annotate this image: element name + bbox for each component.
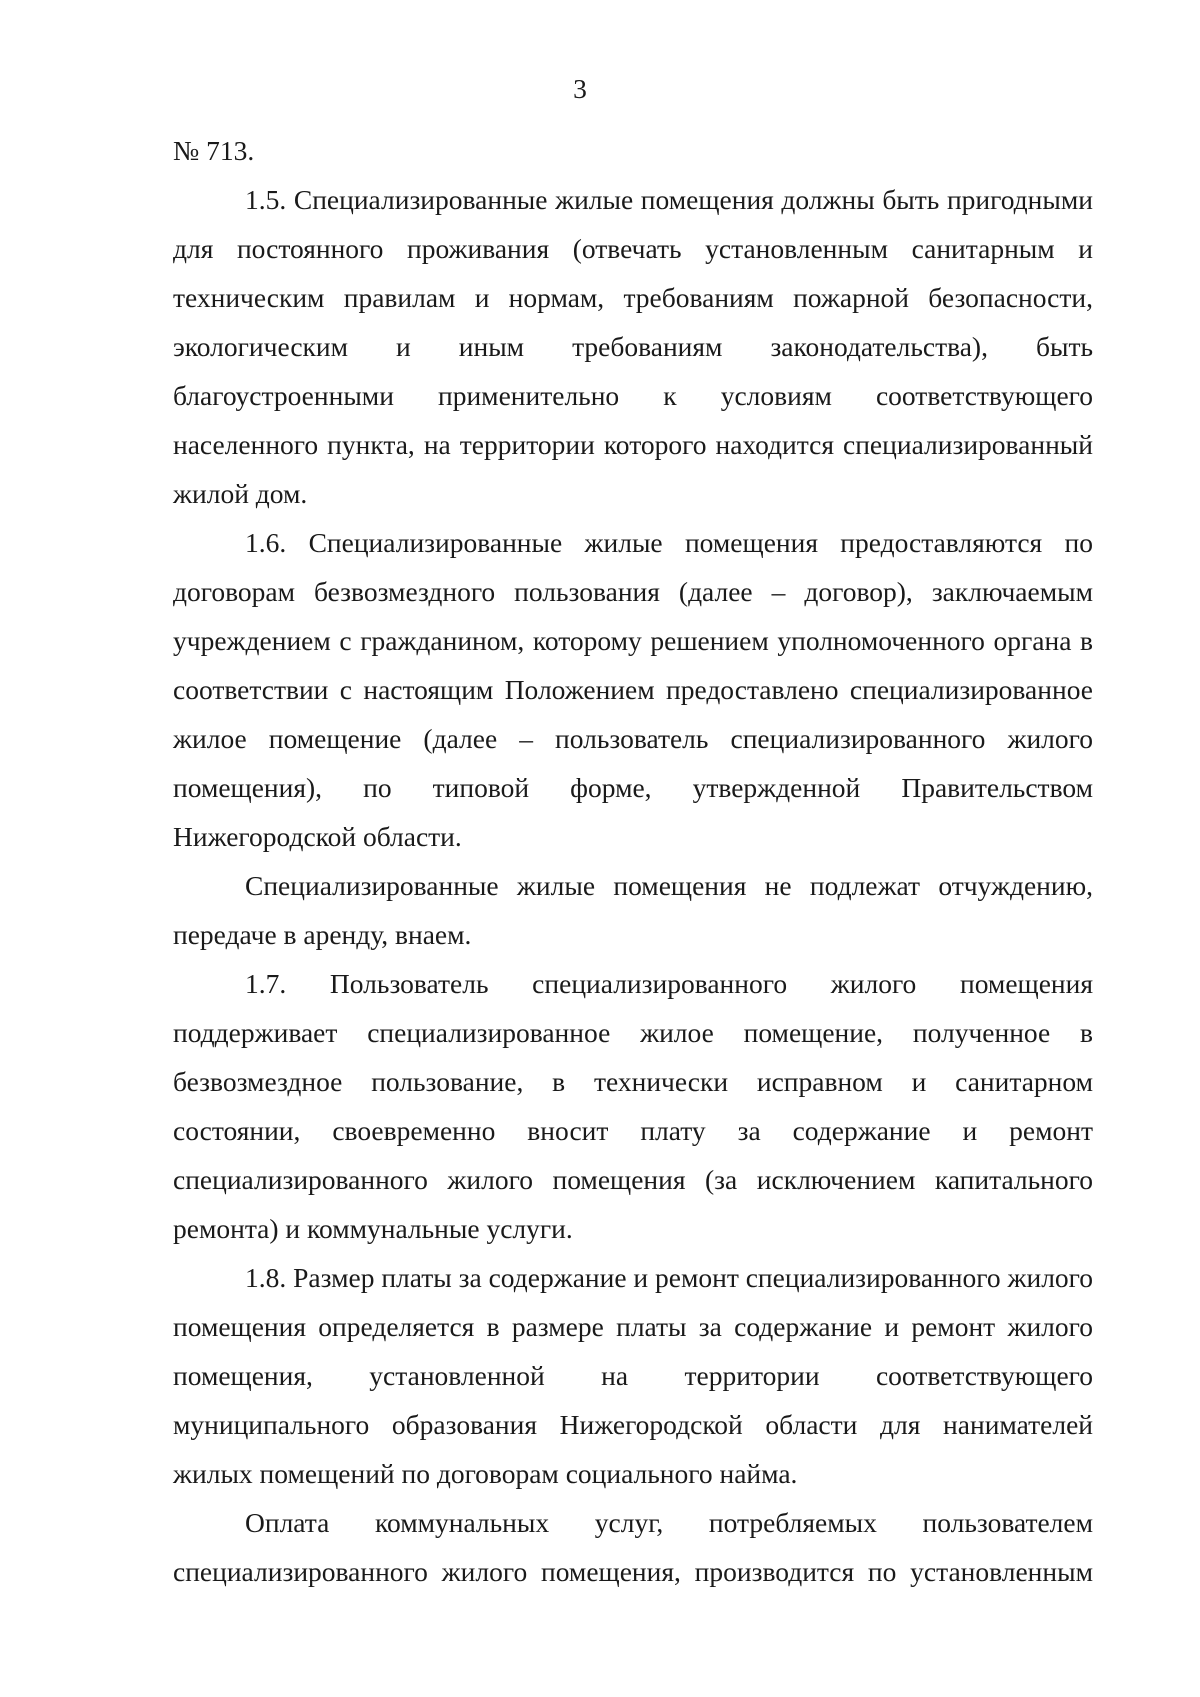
paragraph-1-8-payment: Оплата коммунальных услуг, потребляемых пользователем специализированного жилого помещения, производится по установленным (173, 1507, 1093, 1587)
paragraph-1-6: 1.6. Специализированные жилые помещения предоставляются по договорам безвозмездного пользования (далее – договор), заключаемым учреждением с гражданином, которому решением уполномоченного органа в соответствии с настоящим Положением предоставлено специализированное жилое помещение (далее – пользователь специализированного жилого помещения), по типовой форме, утвержденной Правительством Нижегородской области. (173, 527, 1093, 852)
paragraph-1-8: 1.8. Размер платы за содержание и ремонт специализированного жилого помещения определяется в размере платы за содержание и ремонт жилого помещения, установленной на территории соответствующего муниципального образования Нижегородской области для нанимателей жилых помещений по договорам социального найма. (173, 1262, 1094, 1489)
paragraph-continuation-ref: № 713. (173, 135, 255, 166)
paragraph-1-7: 1.7. Пользователь специализированного жилого помещения поддерживает специализированное жилое помещение, полученное в безвозмездное пользование, в технически исправном и санитарном состоянии, своевременно вносит плату за содержание и ремонт специализированного жилого помещения (за исключением капитального ремонта) и коммунальные услуги. (173, 968, 1093, 1244)
page-number: 3 (573, 73, 587, 104)
paragraph-1-6-note: Специализированные жилые помещения не подлежат отчуждению, передаче в аренду, внаем. (173, 870, 1093, 950)
paragraph-1-5: 1.5. Специализированные жилые помещения должны быть пригодными для постоянного проживания (отвечать установленным санитарным и техническим правилам и нормам, требованиям пожарной безопасности, экологическим и иным требованиям законодательства), быть благоустроенными применительно к условиям соответствующего населенного пункта, на территории которого находится специализированный жилой дом. (173, 184, 1093, 509)
document-body (173, 126, 1093, 1596)
